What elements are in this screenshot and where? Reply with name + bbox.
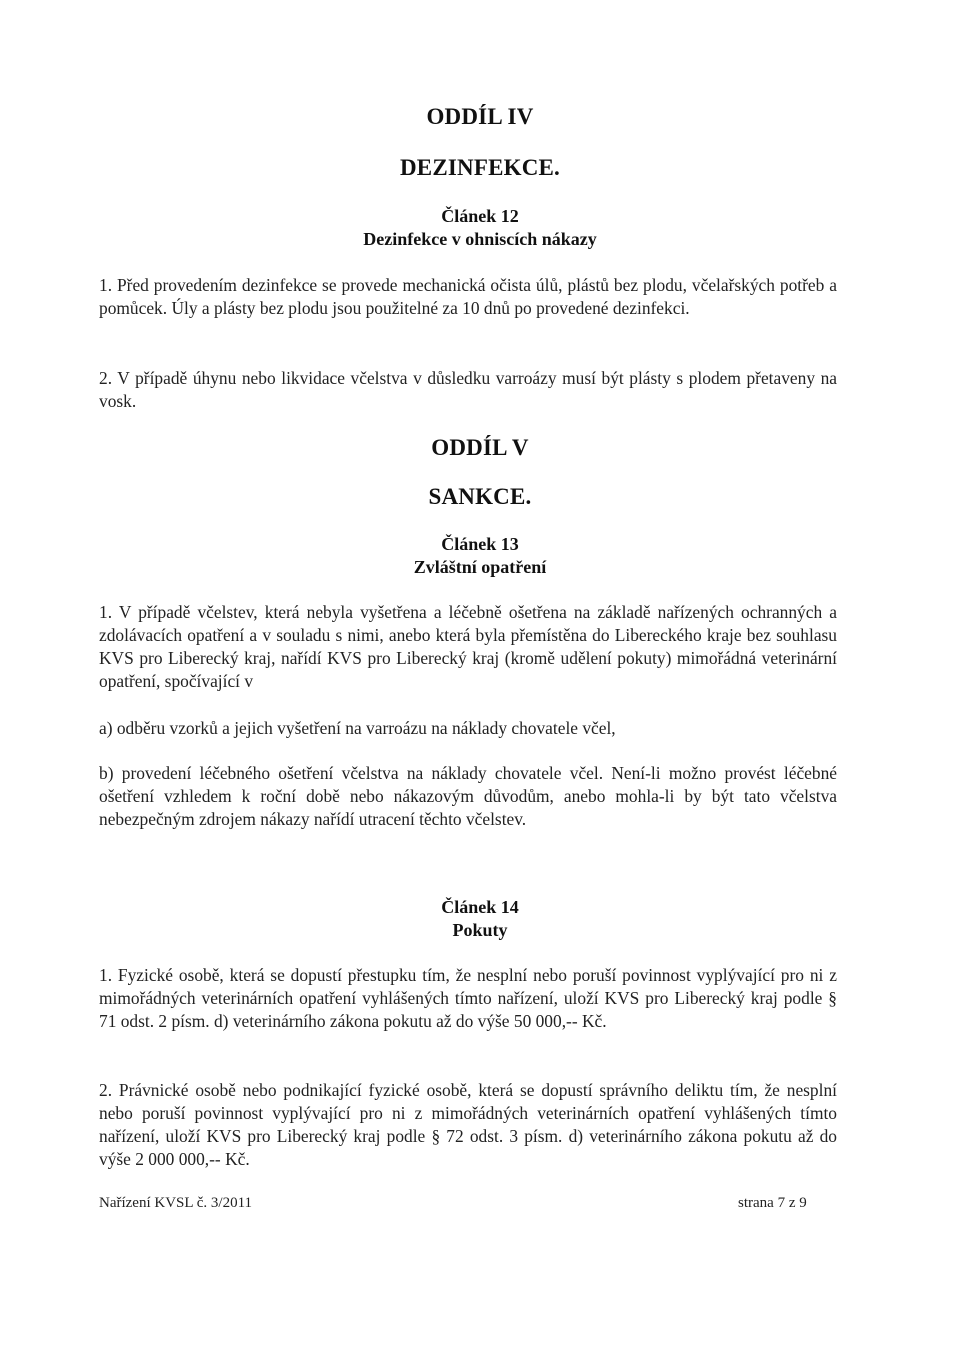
paragraph-12-1: 1. Před provedením dezinfekce se provede mechanická očista úlů, plástů bez plodu, včelařských potřeb a pomůcek. Úly a plásty bez plodu jsou použitelné za 10 dnů po provedené dezinfekci. <box>99 275 837 318</box>
article-12-title: Dezinfekce v ohniscích nákazy <box>363 229 597 249</box>
footer-document-id: Nařízení KVSL č. 3/2011 <box>99 1195 253 1211</box>
paragraph-14-1: 1. Fyzické osobě, která se dopustí přestupku tím, že nesplní nebo poruší povinnost vyplývající pro ni z mimořádných veterinárních opatření vyhlášených tímto nařízení, uloží KVS pro Liberecký kraj podle § 71 odst. 2 písm. d) veterinárního zákona pokutu až do výše 50 000,-- Kč. <box>99 965 837 1031</box>
section-title-4: DEZINFEKCE. <box>399 155 561 180</box>
article-13-title: Zvláštní opatření <box>413 557 547 577</box>
article-12-label: Článek 12 <box>441 206 519 226</box>
footer-page-number: strana 7 z 9 <box>738 1195 807 1211</box>
paragraph-13-b: b) provedení léčebného ošetření včelstva na náklady chovatele včel. Není-li možno provést léčebné ošetření vzhledem k roční době nebo nákazovým důvodům, anebo mohla-li by být tato včelstva nebezpečným zdrojem nákazy nařídí utracení těchto včelstev. <box>99 763 837 829</box>
section-heading-5: ODDÍL V <box>431 435 529 460</box>
paragraph-12-2: 2. V případě úhynu nebo likvidace včelstva v důsledku varroázy musí být plásty s plodem přetaveny na vosk. <box>99 368 837 411</box>
paragraph-14-2: 2. Právnické osobě nebo podnikající fyzické osobě, která se dopustí správního deliktu tím, že nesplní nebo poruší povinnost vyplývající pro ni z mimořádných veterinárních opatření vyhlášených tímto nařízení, uloží KVS pro Liberecký kraj podle § 72 odst. 3 písm. d) veterinárního zákona pokutu až do výše 2 000 000,-- Kč. <box>99 1080 837 1169</box>
article-14-title: Pokuty <box>452 920 508 940</box>
article-13-label: Článek 13 <box>441 534 519 554</box>
paragraph-13-a: a) odběru vzorků a jejich vyšetření na varroázu na náklady chovatele včel, <box>99 718 616 738</box>
article-14-label: Článek 14 <box>441 897 519 917</box>
section-heading-4: ODDÍL IV <box>426 104 534 129</box>
paragraph-13-1: 1. V případě včelstev, která nebyla vyšetřena a léčebně ošetřena na základě nařízených ochranných a zdolávacích opatření a v souladu s nimi, anebo která byla přemístěna do Libereckého kraje bez souhlasu KVS pro Liberecký kraj, nařídí KVS pro Liberecký kraj (kromě udělení pokuty) mimořádná veterinární opatření, spočívající v <box>99 602 837 691</box>
section-title-5: SANKCE. <box>428 484 532 509</box>
